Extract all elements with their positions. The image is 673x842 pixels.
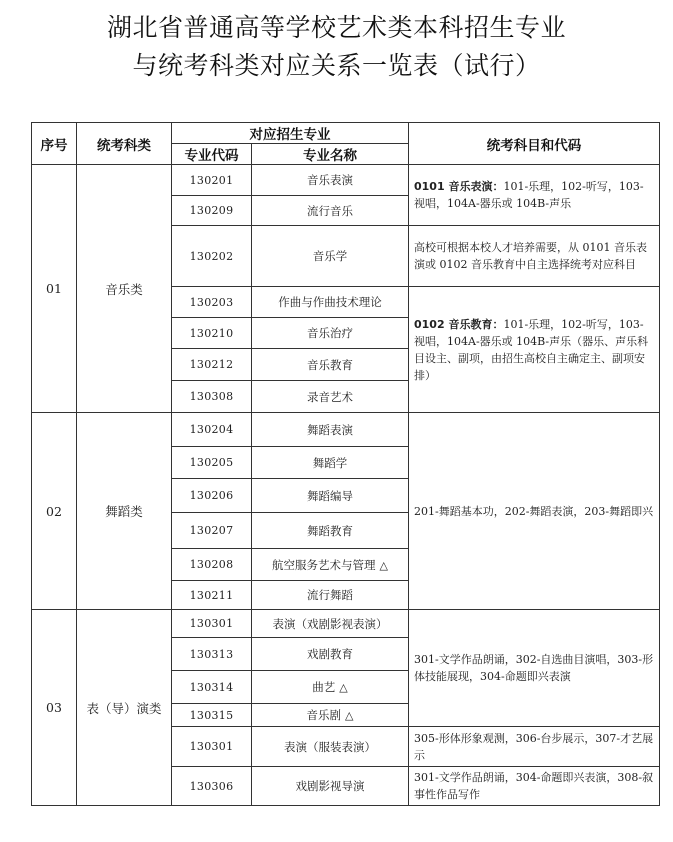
header-major-code: 专业代码 bbox=[172, 144, 252, 165]
major-name: 录音艺术 bbox=[252, 381, 409, 413]
table-row bbox=[32, 165, 660, 196]
major-code: 130210 bbox=[172, 318, 252, 349]
major-code: 130207 bbox=[172, 513, 252, 549]
major-name-text: 音乐剧 bbox=[306, 708, 342, 722]
subjects-text: 301-文学作品朗诵，302-自选曲目演唱，303-形体技能展现，304-命题即兴表演 bbox=[414, 653, 654, 683]
major-name: 舞蹈教育 bbox=[252, 513, 409, 549]
subjects-bold: 0101 音乐表演： bbox=[414, 180, 504, 193]
major-name bbox=[252, 704, 409, 727]
page-title-line-1: 湖北省普通高等学校艺术类本科招生专业 bbox=[106, 13, 566, 42]
subjects-text: 305-形体形象观测，306-台步展示，307-才艺展示 bbox=[414, 731, 654, 762]
major-code: 130315 bbox=[172, 704, 252, 727]
header-major-name: 专业名称 bbox=[252, 144, 409, 165]
group-index: 01 bbox=[32, 165, 77, 413]
major-name: 流行舞蹈 bbox=[252, 581, 409, 610]
triangle-mark-icon: △ bbox=[379, 558, 388, 572]
major-name: 舞蹈学 bbox=[252, 447, 409, 479]
header-row-1 bbox=[32, 123, 660, 144]
major-name: 表演（服装表演） bbox=[252, 727, 409, 767]
major-code: 130212 bbox=[172, 349, 252, 381]
major-mapping-table bbox=[31, 122, 660, 806]
group-category: 音乐类 bbox=[77, 165, 172, 413]
major-name: 表演（戏剧影视表演） bbox=[252, 610, 409, 638]
subjects-text: 201-舞蹈基本功，202-舞蹈表演，203-舞蹈即兴 bbox=[414, 504, 654, 518]
subjects-cell bbox=[409, 226, 660, 287]
triangle-mark-icon: △ bbox=[339, 681, 348, 694]
major-name: 戏剧教育 bbox=[252, 638, 409, 671]
major-name: 流行音乐 bbox=[252, 196, 409, 226]
major-code: 130203 bbox=[172, 287, 252, 318]
group-category: 舞蹈类 bbox=[77, 413, 172, 610]
group-index: 02 bbox=[32, 413, 77, 610]
table-row bbox=[32, 610, 660, 638]
major-name: 音乐教育 bbox=[252, 349, 409, 381]
header-index: 序号 bbox=[32, 123, 77, 165]
major-code: 130209 bbox=[172, 196, 252, 226]
subjects-cell bbox=[409, 767, 660, 806]
subjects-cell bbox=[409, 165, 660, 226]
major-code: 130314 bbox=[172, 671, 252, 704]
table-row bbox=[32, 413, 660, 447]
major-code: 130201 bbox=[172, 165, 252, 196]
subjects-text: 高校可根据本校人才培养需要，从 0101 音乐表演或 0102 音乐教育中自主选择统考对应科目 bbox=[414, 241, 647, 271]
major-name: 音乐治疗 bbox=[252, 318, 409, 349]
major-name: 音乐表演 bbox=[252, 165, 409, 196]
major-code: 130313 bbox=[172, 638, 252, 671]
triangle-mark-icon: △ bbox=[345, 709, 354, 722]
major-name: 舞蹈编导 bbox=[252, 479, 409, 513]
major-name: 作曲与作曲技术理论 bbox=[252, 287, 409, 318]
major-code: 130204 bbox=[172, 413, 252, 447]
major-code: 130202 bbox=[172, 226, 252, 287]
major-code: 130306 bbox=[172, 767, 252, 806]
major-code: 130208 bbox=[172, 549, 252, 581]
major-name bbox=[252, 549, 409, 581]
major-name: 舞蹈表演 bbox=[252, 413, 409, 447]
subjects-text: 301-文学作品朗诵，304-命题即兴表演，308-叙事性作品写作 bbox=[414, 771, 654, 801]
group-index: 03 bbox=[32, 610, 77, 806]
subjects-cell bbox=[409, 727, 660, 767]
major-code: 130301 bbox=[172, 610, 252, 638]
subjects-bold: 0102 音乐教育： bbox=[414, 317, 504, 331]
header-category: 统考科类 bbox=[77, 123, 172, 165]
major-code: 130206 bbox=[172, 479, 252, 513]
major-code: 130301 bbox=[172, 727, 252, 767]
subjects-cell bbox=[409, 610, 660, 727]
group-category: 表（导）演类 bbox=[77, 610, 172, 806]
major-code: 130308 bbox=[172, 381, 252, 413]
subjects-text: 101-乐理，102-听写，103-视唱，104A-器乐或 104B-声乐 bbox=[414, 180, 644, 210]
header-major-group: 对应招生专业 bbox=[172, 123, 409, 144]
major-name bbox=[252, 671, 409, 704]
major-code: 130205 bbox=[172, 447, 252, 479]
subjects-cell bbox=[409, 287, 660, 413]
subjects-text: 101-乐理，102-听写，103-视唱，104A-器乐或 104B-声乐（器乐、声乐科目设主、副项，由招生高校自主确定主、副项安排） bbox=[414, 317, 649, 382]
page-title-line-2: 与统考科类对应关系一览表（试行） bbox=[132, 51, 541, 80]
major-name: 戏剧影视导演 bbox=[252, 767, 409, 806]
major-name: 音乐学 bbox=[252, 226, 409, 287]
major-code: 130211 bbox=[172, 581, 252, 610]
major-name-text: 曲艺 bbox=[312, 680, 336, 694]
header-subjects: 统考科目和代码 bbox=[409, 123, 660, 165]
subjects-cell bbox=[409, 413, 660, 610]
major-name-text: 航空服务艺术与管理 bbox=[272, 557, 376, 572]
